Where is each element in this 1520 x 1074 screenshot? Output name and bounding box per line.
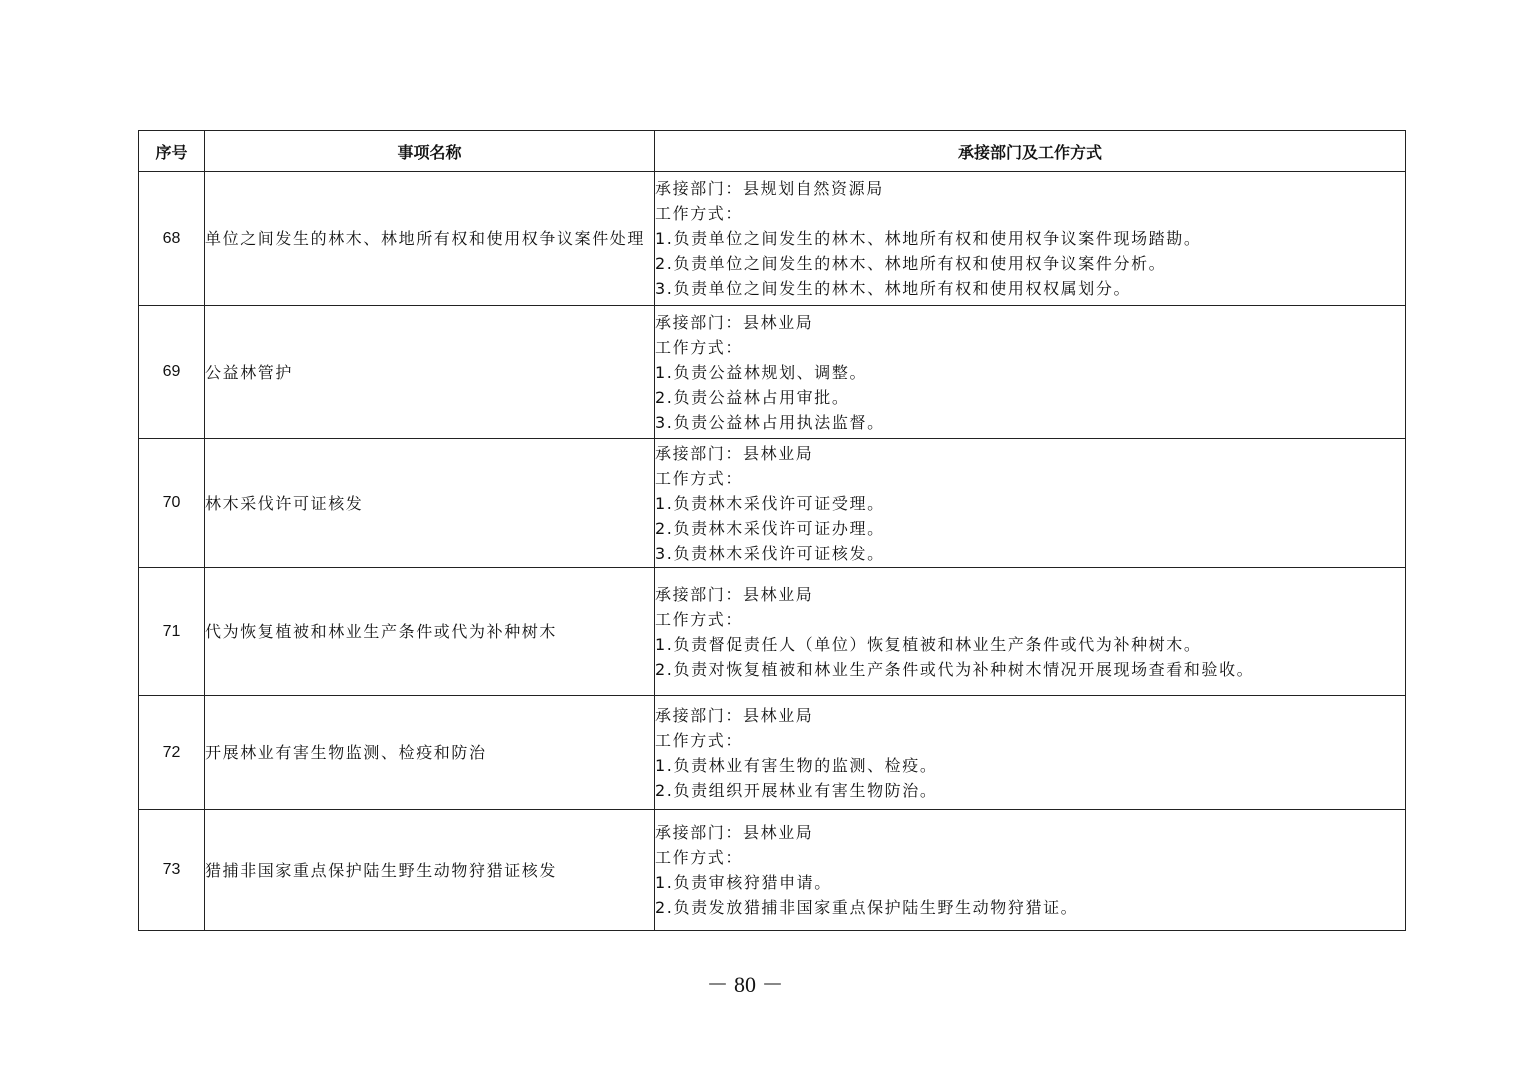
row-index: 73: [139, 810, 205, 931]
row-name: 林木采伐许可证核发: [205, 439, 655, 568]
row-dept-cell: [655, 439, 1406, 568]
method-label: 工作方式：: [655, 730, 744, 750]
row-name: 公益林管护: [205, 306, 655, 439]
row-dept-cell: [655, 696, 1406, 810]
dept-line: 承接部门：县林业局: [655, 584, 814, 604]
row-dept-cell: [655, 810, 1406, 931]
table-row: [139, 810, 1406, 931]
duty-item: 2.负责单位之间发生的林木、林地所有权和使用权争议案件分析。: [655, 254, 1167, 273]
row-name: 单位之间发生的林木、林地所有权和使用权争议案件处理: [205, 172, 655, 306]
dept-line: 承接部门：县林业局: [655, 443, 814, 463]
duty-item: 3.负责单位之间发生的林木、林地所有权和使用权权属划分。: [655, 279, 1132, 298]
row-dept-cell: [655, 568, 1406, 696]
duty-item: 2.负责组织开展林业有害生物防治。: [655, 780, 938, 800]
header-index: 序号: [139, 131, 205, 172]
row-name: 代为恢复植被和林业生产条件或代为补种树木: [205, 568, 655, 696]
row-name: 开展林业有害生物监测、检疫和防治: [205, 696, 655, 810]
method-label: 工作方式：: [655, 609, 744, 629]
row-dept-cell: [655, 172, 1406, 306]
row-index: 71: [139, 568, 205, 696]
duty-item: 2.负责公益林占用审批。: [655, 387, 850, 407]
matters-table: [138, 130, 1406, 931]
duty-item: 3.负责林木采伐许可证核发。: [655, 543, 885, 563]
dept-line: 承接部门：县林业局: [655, 312, 814, 332]
duty-item: 3.负责公益林占用执法监督。: [655, 412, 885, 432]
dept-line: 承接部门：县规划自然资源局: [655, 179, 884, 198]
duty-item: 1.负责林业有害生物的监测、检疫。: [655, 755, 938, 775]
duty-item: 1.负责公益林规划、调整。: [655, 362, 868, 382]
duty-item: 1.负责林木采伐许可证受理。: [655, 493, 885, 513]
duty-item: 2.负责林木采伐许可证办理。: [655, 518, 885, 538]
row-index: 69: [139, 306, 205, 439]
duty-item: 1.负责审核狩猎申请。: [655, 873, 832, 892]
table-header-row: [139, 131, 1406, 172]
method-label: 工作方式：: [655, 848, 744, 867]
row-name: 猎捕非国家重点保护陆生野生动物狩猎证核发: [205, 810, 655, 931]
duty-item: 1.负责督促责任人（单位）恢复植被和林业生产条件或代为补种树木。: [655, 634, 1202, 654]
row-index: 70: [139, 439, 205, 568]
dept-line: 承接部门：县林业局: [655, 705, 814, 725]
method-label: 工作方式：: [655, 468, 744, 488]
header-name: 事项名称: [205, 131, 655, 172]
duty-item: 2.负责发放猎捕非国家重点保护陆生野生动物狩猎证。: [655, 898, 1079, 917]
duty-item: 1.负责单位之间发生的林木、林地所有权和使用权争议案件现场踏勘。: [655, 229, 1202, 248]
table-row: [139, 306, 1406, 439]
table-row: [139, 696, 1406, 810]
table-row: [139, 172, 1406, 306]
method-label: 工作方式：: [655, 337, 744, 357]
table-row: [139, 568, 1406, 696]
row-dept-cell: [655, 306, 1406, 439]
page-number: － 80 －: [706, 972, 784, 997]
table-row: [139, 439, 1406, 568]
row-index: 68: [139, 172, 205, 306]
header-dept: 承接部门及工作方式: [655, 131, 1406, 172]
method-label: 工作方式：: [655, 204, 744, 223]
duty-item: 2.负责对恢复植被和林业生产条件或代为补种树木情况开展现场查看和验收。: [655, 659, 1255, 679]
dept-line: 承接部门：县林业局: [655, 823, 814, 842]
row-index: 72: [139, 696, 205, 810]
